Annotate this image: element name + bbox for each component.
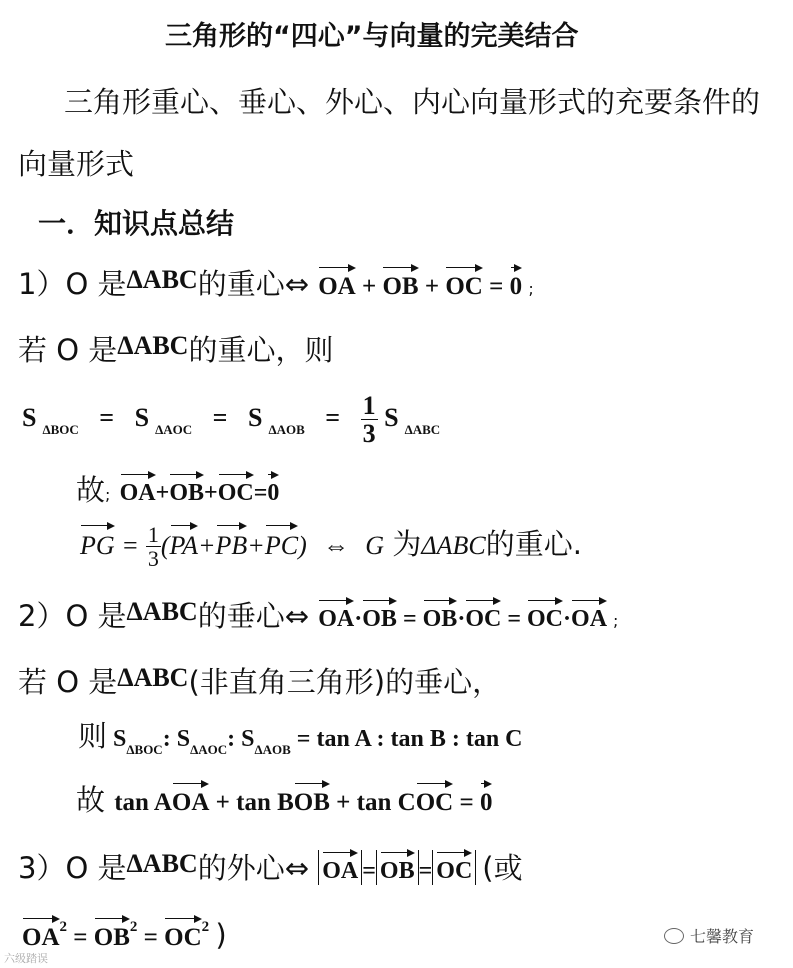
- semicolon: ;: [613, 611, 619, 630]
- area-formula: [22, 392, 440, 448]
- condition-triangle: ΔABC: [117, 663, 189, 692]
- intro-line-1: 三角形重心、垂心、外心、内心向量形式的充要条件的: [64, 85, 761, 119]
- vector-ob: OB: [94, 916, 130, 952]
- equals-sign: =: [73, 924, 88, 951]
- item-2-triangle: ΔABC: [126, 597, 198, 626]
- dot-op: ·: [457, 606, 466, 632]
- square: 2: [59, 919, 67, 935]
- vector-oc: OC: [465, 598, 501, 633]
- vector-pb: PB: [216, 523, 248, 561]
- or-paren: (或: [482, 851, 523, 885]
- square: 2: [129, 919, 138, 935]
- condition-triangle: ΔABC: [117, 331, 189, 360]
- tan-c: tan C: [356, 789, 416, 816]
- equals-sign: =: [122, 531, 138, 560]
- semicolon: ;: [528, 279, 534, 298]
- magnitude-oc: [432, 850, 476, 885]
- condition-suffix: (非直角三角形)的垂心，: [188, 665, 502, 699]
- plus-sign: +: [336, 789, 351, 816]
- area-s: S: [22, 402, 37, 432]
- plus-sign: +: [197, 531, 216, 560]
- magnitude-oa: [318, 850, 362, 885]
- watermark-left: 六级踏误: [4, 952, 48, 965]
- vector-oa: OA: [318, 598, 354, 633]
- vector-ob: OB: [362, 598, 397, 633]
- area-s: S: [384, 402, 399, 432]
- vector-oa: OA: [22, 916, 60, 952]
- condition-prefix: 若 O 是: [18, 665, 118, 699]
- area-s: S: [134, 402, 150, 432]
- vector-pa: PA: [170, 523, 198, 561]
- colon: :: [227, 726, 236, 752]
- area-s: S: [113, 726, 127, 752]
- gu-char: 故: [76, 783, 106, 817]
- vector-ob: OB: [382, 265, 418, 301]
- item-2-condition: [18, 660, 501, 701]
- fraction-one-third: $\frac{1}{3}$: [147, 521, 159, 571]
- item-1-condition: [18, 328, 333, 369]
- item-2-number: 2）O 是: [18, 599, 127, 633]
- right-paren: ): [215, 918, 227, 952]
- vector-oc: OC: [527, 598, 563, 633]
- area-s: S: [247, 402, 263, 432]
- item-3-desc: 的外心⇔: [197, 851, 310, 885]
- vector-oa: OA: [120, 472, 156, 507]
- pg-formula: [80, 522, 582, 570]
- area-sub-aoc: ΔAOC: [190, 742, 228, 757]
- fraction-one-third: $\frac{1}{3}$: [362, 391, 376, 449]
- equals-sign: =: [99, 402, 115, 432]
- iff-symbol: ⇔: [323, 531, 349, 560]
- ze-char: 则: [78, 719, 108, 753]
- zero-vector: 0: [267, 472, 279, 507]
- vector-ob: OB: [169, 472, 204, 507]
- area-sub-boc: ΔBOC: [126, 742, 163, 757]
- vector-oc: OC: [436, 850, 472, 885]
- equals-sign: =: [418, 858, 433, 884]
- watermark-right: [664, 924, 754, 947]
- vector-oa: OA: [571, 598, 607, 633]
- item-2-desc: 的垂心⇔: [197, 599, 310, 633]
- equals-sign: =: [489, 273, 504, 300]
- vector-oc: OC: [218, 472, 254, 507]
- item-3-number: 3）O 是: [18, 851, 127, 885]
- item-3-triangle: ΔABC: [126, 849, 198, 878]
- vector-pc: PC: [265, 523, 298, 561]
- equals-sign: =: [143, 924, 158, 951]
- plus-sign: +: [247, 531, 265, 560]
- dot-op: ·: [563, 606, 572, 632]
- item-3-squares: [22, 916, 227, 952]
- plus-sign: +: [155, 480, 170, 506]
- square: 2: [201, 919, 210, 935]
- semicolon: ;: [105, 485, 111, 504]
- equals-sign: =: [402, 606, 417, 632]
- area-sub-aob: ΔAOB: [254, 742, 291, 757]
- item-1-triangle: ΔABC: [126, 265, 198, 294]
- zero-vector: 0: [480, 781, 493, 817]
- plus-sign: +: [204, 480, 218, 506]
- vector-oa: OA: [172, 781, 210, 817]
- plus-sign: +: [424, 273, 440, 300]
- item-1-number: 1）O 是: [18, 267, 127, 301]
- centroid-tail: 的重心.: [485, 527, 582, 561]
- area-s: S: [176, 726, 191, 752]
- magnitude-ob: [376, 850, 419, 885]
- triangle-abc: ΔABC: [421, 531, 486, 560]
- condition-suffix: 的重心，则: [188, 333, 334, 367]
- right-paren: ): [298, 531, 307, 560]
- plus-sign: +: [215, 789, 230, 816]
- plus-sign: +: [361, 273, 377, 300]
- vector-oc: OC: [416, 781, 454, 817]
- vector-ob: OB: [380, 850, 415, 885]
- point-g: G: [365, 531, 385, 560]
- equals-sign: =: [253, 480, 268, 506]
- item-1-desc: 的重心⇔: [197, 267, 310, 301]
- intro-line-2: 向量形式: [18, 147, 135, 181]
- vector-ob: OB: [423, 598, 458, 633]
- area-sub-aob: ΔAOB: [268, 421, 305, 437]
- tan-a: tan A: [114, 789, 172, 816]
- gu-char: 故: [76, 473, 106, 507]
- area-sub-abc: ΔABC: [404, 421, 441, 437]
- vector-oc: OC: [164, 916, 202, 952]
- left-paren: (: [160, 531, 170, 560]
- item-2-ratio: [78, 714, 523, 758]
- section-heading: 一．知识点总结: [38, 207, 235, 240]
- item-2: [18, 594, 618, 635]
- colon: :: [162, 726, 171, 752]
- area-sub-boc: ΔBOC: [42, 421, 79, 437]
- wechat-icon: [664, 928, 684, 944]
- page-title: 三角形的“四心”与向量的完美结合: [165, 21, 579, 52]
- vector-oa: OA: [322, 850, 358, 885]
- vector-oa: OA: [318, 265, 356, 301]
- equals-sign: =: [362, 858, 376, 884]
- vector-pg: PG: [80, 523, 115, 561]
- item-1: [18, 262, 534, 303]
- equals-sign: =: [459, 789, 474, 816]
- equals-sign: =: [325, 402, 341, 432]
- area-sub-aoc: ΔAOC: [155, 421, 193, 437]
- tan-b: tan B: [236, 789, 294, 816]
- tan-ratio: = tan A : tan B : tan C: [296, 726, 523, 752]
- item-3: [18, 846, 523, 887]
- area-s: S: [241, 726, 255, 752]
- watermark-text: 七馨教育: [690, 927, 755, 946]
- zero-vector: 0: [510, 265, 523, 301]
- item-1-conclusion: [76, 468, 279, 509]
- equals-sign: =: [507, 606, 522, 632]
- dot-op: ·: [354, 606, 363, 632]
- equals-sign: =: [212, 402, 228, 432]
- item-2-conclusion: [76, 778, 492, 819]
- condition-prefix: 若 O 是: [18, 333, 118, 367]
- wei-char: 为: [392, 527, 422, 561]
- vector-ob: OB: [294, 781, 330, 817]
- vector-oc: OC: [445, 265, 483, 301]
